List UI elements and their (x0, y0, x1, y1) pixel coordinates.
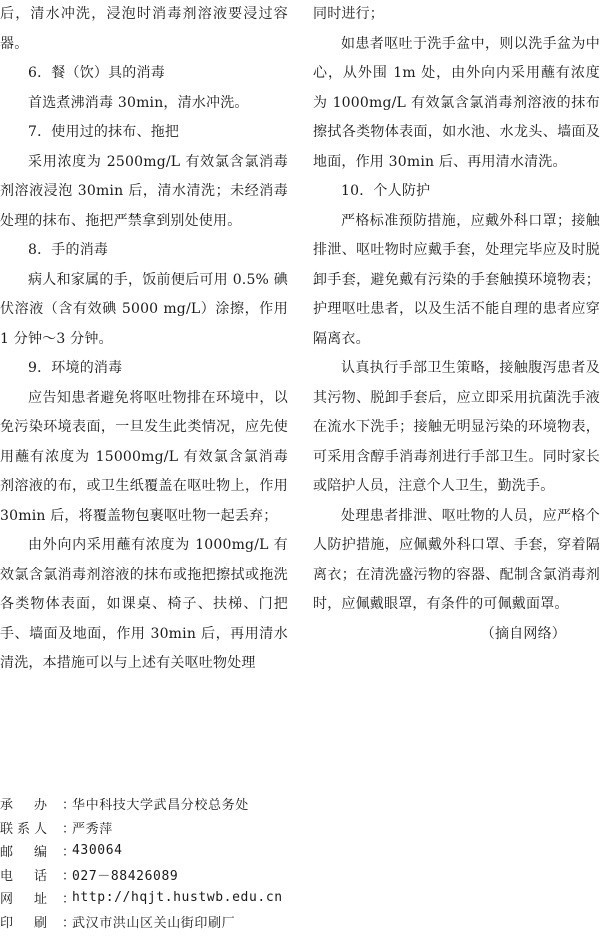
footer-value: 严秀萍 (72, 821, 113, 837)
paragraph: 采用浓度为 2500mg/L 有效氯含氯消毒剂溶液浸泡 30min 后，清水清洗；未经消毒处理的抹布、拖把严禁拿到别处使用。 (0, 153, 288, 229)
paragraph: 应告知患者避免将呕吐物排在环境中，以免污染环境表面，一旦发生此类情况，应先使用蘸有浓度为 15000mg/L 有效氯含氯消毒剂溶液的布，或卫生纸覆盖在呕吐物上，作用 30min 后，将覆盖物包裹呕吐物一起丢弃； (0, 389, 288, 524)
paragraph: 同时进行； (313, 6, 384, 22)
paragraph: 认真执行手部卫生策略，接触腹泻患者及其污物、脱卸手套后，应立即采用抗菌洗手液在流水下洗手；接触无明显污染的环境物表，可采用含醇手消毒剂进行手部卫生。同时家长或陪护人员，注意个人卫生，勤洗手。 (313, 360, 600, 494)
footer-website-link[interactable]: http://hqjt.hustwb.edu.cn (72, 890, 283, 906)
footer-value: 027－88426089 (72, 868, 179, 884)
footer-label: 印 刷 (0, 915, 52, 931)
footer-row-website (0, 886, 600, 910)
section-heading-hands: 8．手的消毒 (28, 242, 109, 258)
paragraph: 如患者呕吐于洗手盆中，则以洗手盆为中心，从外围 1m 处，由外向内采用蘸有浓度为 1000mg/L 有效氯含氯消毒剂溶液的抹布擦拭各类物体表面，如水池、水龙头、墙面及地面，作用 30min 后、再用清水清洗。 (313, 35, 600, 170)
footer-separator: ： (62, 821, 76, 837)
section-heading-tableware: 6．餐（饮）具的消毒 (28, 65, 165, 81)
paragraph: 由外向内采用蘸有浓度为 1000mg/L 有效氯含氯消毒剂溶液的抹布或拖把擦拭或拖洗各类物体表面，如课桌、椅子、扶梯、门把手、墙面及地面，作用 30min 后，再用清水清洗，本措施可以与上述有关呕吐物处理 (0, 537, 288, 671)
publication-info (0, 792, 600, 933)
paragraph: 处理患者排泄、呕吐物的人员，应严格个人防护措施，应佩戴外科口罩、手套，穿着隔离衣；在清洗盛污物的容器、配制含氯消毒剂时，应佩戴眼罩，有条件的可佩戴面罩。 (313, 507, 600, 612)
footer-separator: ： (62, 798, 76, 814)
section-heading-environment: 9．环境的消毒 (28, 360, 123, 376)
paragraph: 病人和家属的手，饭前便后可用 0.5% 碘伏溶液（含有效碘 5000 mg/L）涂擦，作用 1 分钟～3 分钟。 (0, 271, 288, 347)
footer-separator: ： (62, 915, 76, 931)
paragraph: 后，清水冲洗，浸泡时消毒剂溶液要浸过容器。 (0, 6, 288, 52)
section-heading-personal-protection: 10．个人防护 (341, 183, 431, 199)
footer-label: 电 话 (0, 868, 52, 884)
footer-separator: ： (62, 868, 76, 884)
left-column (0, 0, 288, 679)
right-column (313, 0, 600, 649)
footer-separator: ： (62, 845, 76, 861)
footer-label: 承 办 (0, 798, 52, 814)
footer-value: 430064 (72, 843, 123, 859)
paragraph: 首选煮沸消毒 30min，清水冲洗。 (28, 94, 249, 111)
source-note: （摘自网络） (480, 625, 566, 642)
footer-value: 华中科技大学武昌分校总务处 (72, 798, 249, 814)
footer-row-postcode (0, 839, 600, 863)
footer-row-contact (0, 816, 600, 840)
section-heading-cloth-mop: 7．使用过的抹布、拖把 (28, 124, 180, 140)
footer-row-printer (0, 910, 600, 934)
footer-label: 邮 编 (0, 845, 52, 861)
footer-separator: ： (62, 892, 76, 908)
footer-value: 武汉市洪山区关山街印刷厂 (72, 915, 236, 931)
footer-label: 联系人 (0, 821, 52, 837)
paragraph: 严格标准预防措施，应戴外科口罩；接触排泄、呕吐物时应戴手套，处理完毕应及时脱卸手套，避免戴有污染的手套触摸环境物表；护理呕吐患者，以及生活不能自理的患者应穿隔离衣。 (313, 212, 600, 347)
footer-row-phone (0, 863, 600, 887)
footer-label: 网 址 (0, 892, 52, 908)
footer-row-organizer (0, 792, 600, 816)
